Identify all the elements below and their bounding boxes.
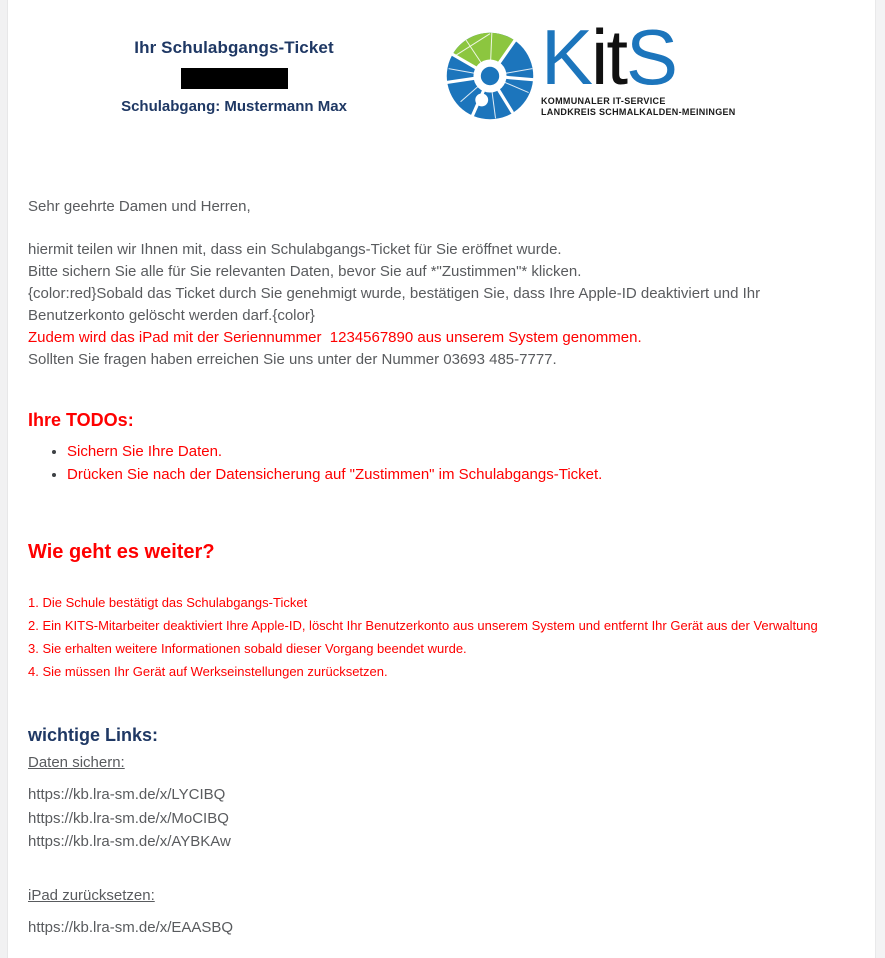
body-line-serial-warning: Zudem wird das iPad mit der Seriennummer 1234567890 aus unserem System genommen. [28, 329, 642, 346]
body-line: hiermit teilen wir Ihnen mit, dass ein Schulabgangs-Ticket für Sie eröffnet wurde. [28, 241, 562, 258]
link-url[interactable]: https://kb.lra-sm.de/x/EAASBQ [28, 918, 234, 936]
email-document [9, 0, 874, 958]
kits-logo-text [541, 13, 736, 118]
todos-heading: Ihre TODOs: [28, 410, 134, 430]
body-line: Bitte sichern Sie alle für Sie relevanten Daten, bevor Sie auf *"Zustimmen"* klicken. [28, 263, 582, 280]
next-step-item: 1. Die Schule bestätigt das Schulabgangs-Ticket [28, 595, 308, 610]
kits-logo-tagline [541, 96, 736, 118]
next-steps-heading: Wie geht es weiter? [28, 541, 215, 563]
links-group-daten-sichern [28, 752, 856, 854]
next-step-item: 4. Sie müssen Ihr Gerät auf Werkseinstellungen zurücksetzen. [28, 664, 388, 679]
link-url[interactable]: https://kb.lra-sm.de/x/LYCIBQ [28, 786, 226, 803]
kits-logo [444, 13, 736, 122]
next-step-item: 2. Ein KITS-Mitarbeiter deaktiviert Ihre Apple-ID, löscht Ihr Benutzerkonto aus unserem System und entfernt Ihr Gerät aus der Verwaltung [28, 618, 818, 633]
url-list [28, 783, 856, 854]
link-url[interactable]: https://kb.lra-sm.de/x/MoCIBQ [28, 809, 229, 827]
page-title: Ihr Schulabgangs-Ticket [134, 38, 334, 57]
header-title-block [28, 22, 440, 115]
logo-letter-s: S [626, 13, 677, 101]
links-heading: wichtige Links: [28, 725, 159, 745]
tagline-line-1: KOMMUNALER IT-SERVICE [541, 96, 666, 106]
page-subtitle: Schulabgang: Mustermann Max [121, 98, 347, 115]
url-list [28, 916, 856, 940]
todo-item-text: Drücken Sie nach der Datensicherung auf "Zustimmen" im Schulabgangs-Ticket. [67, 466, 603, 483]
right-gutter [875, 0, 885, 958]
link-url[interactable]: https://kb.lra-sm.de/x/AYBKAw [28, 833, 231, 850]
tagline-line-2: LANDKREIS SCHMALKALDEN-MEININGEN [541, 107, 736, 117]
body-line: {color:red}Sobald das Ticket durch Sie genehmigt wurde, bestätigen Sie, dass Ihre Apple-ID deaktiviert und Ihr Benutzerkonto gelöscht werden darf.{color} [28, 285, 765, 324]
links-group-ipad-zuruecksetzen [28, 885, 856, 940]
intro-paragraph [28, 239, 856, 371]
logo-letter-k: K [541, 13, 592, 101]
todo-item [67, 463, 856, 486]
next-steps-list [28, 591, 856, 683]
todos-list [28, 440, 856, 486]
next-steps-section [28, 541, 856, 683]
redaction-bar [181, 68, 288, 89]
todo-item [67, 440, 856, 463]
left-gutter [0, 0, 8, 958]
next-step-item: 3. Sie erhalten weitere Informationen sobald dieser Vorgang beendet wurde. [28, 641, 467, 656]
todo-item-text: Sichern Sie Ihre Daten. [67, 443, 223, 460]
header [28, 0, 856, 122]
salutation: Sehr geehrte Damen und Herren, [28, 198, 251, 215]
body-line-phone: Sollten Sie fragen haben erreichen Sie uns unter der Nummer 03693 485-7777. [28, 351, 557, 368]
links-group-label: Daten sichern: [28, 754, 125, 771]
kits-globe-icon [444, 30, 536, 122]
todos-section [28, 410, 856, 486]
email-body [28, 196, 856, 371]
links-group-label: iPad zurücksetzen: [28, 886, 155, 904]
logo-letters-it: it [591, 13, 627, 101]
links-section [28, 725, 856, 939]
